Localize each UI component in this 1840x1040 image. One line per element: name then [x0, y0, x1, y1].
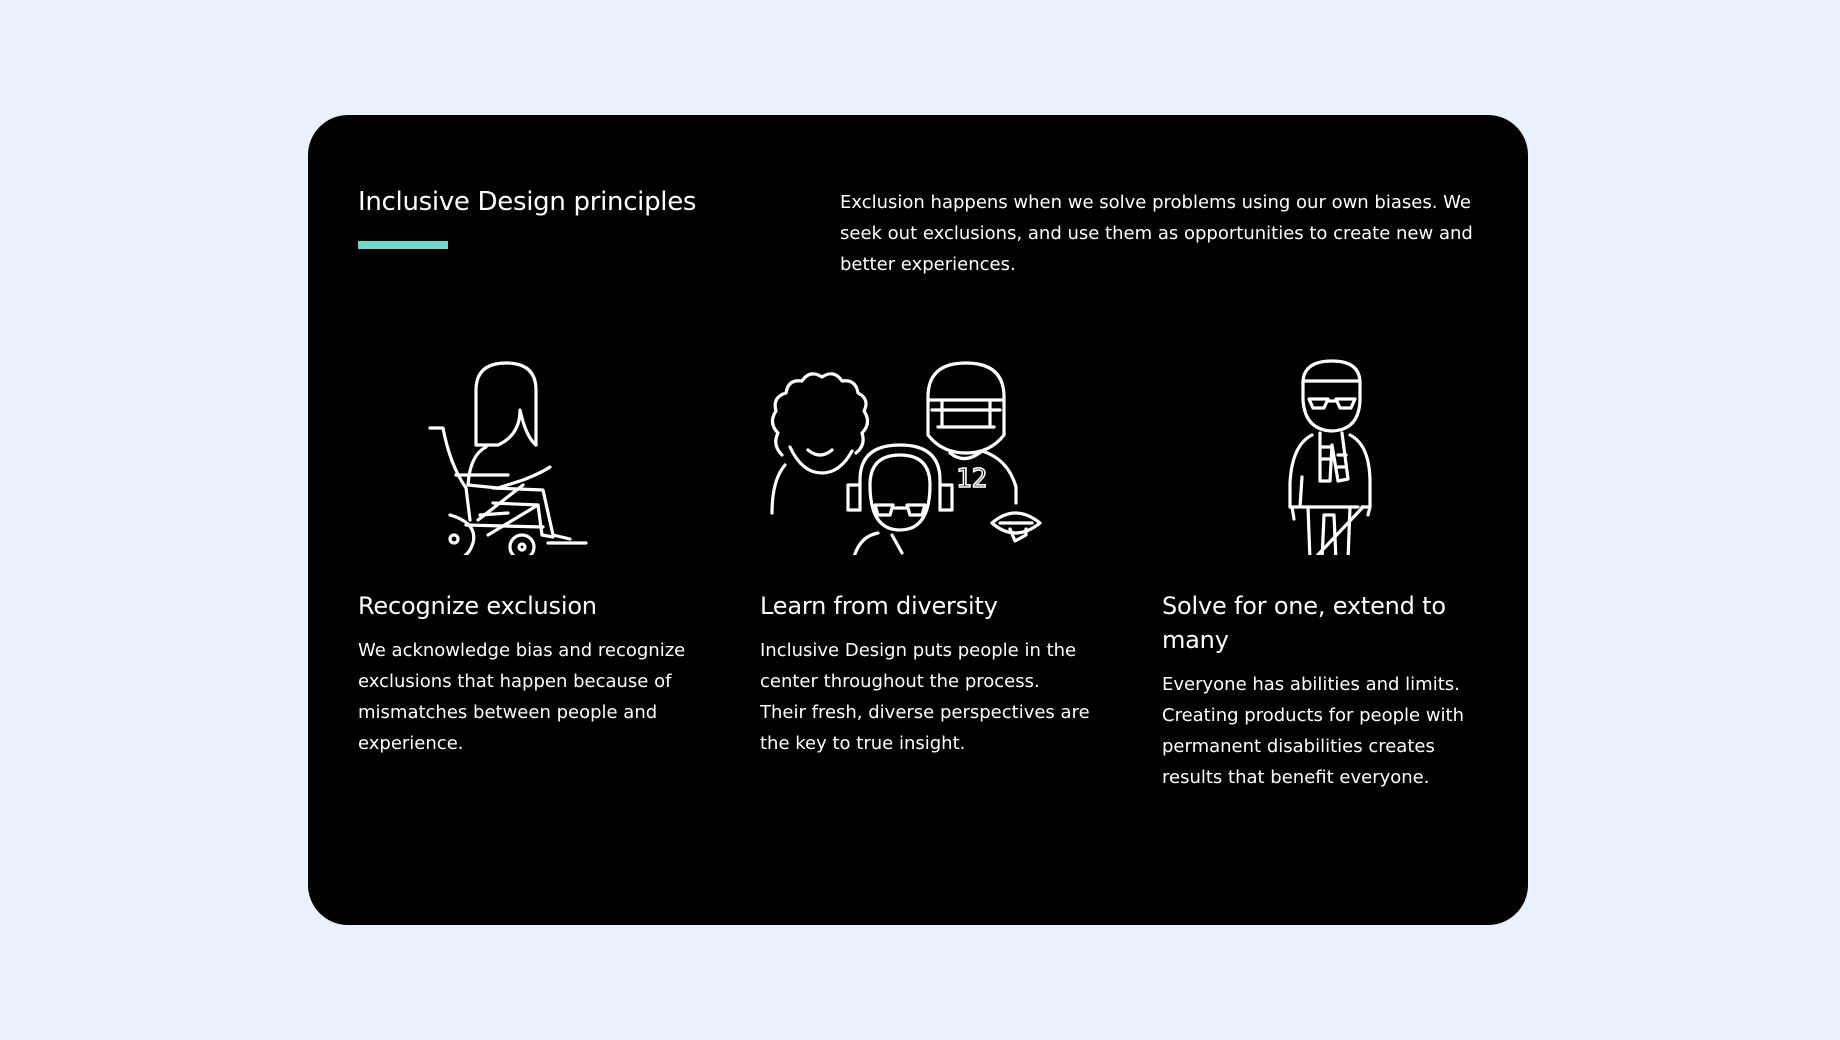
diverse-people-icon: [760, 355, 1090, 555]
principle-heading: Solve for one, extend to many: [1162, 592, 1446, 654]
principle-heading: Learn from diversity: [760, 592, 998, 620]
principle-heading: Recognize exclusion: [358, 592, 597, 620]
principles-card: [308, 115, 1528, 925]
wheelchair-user-icon: [358, 355, 688, 555]
principle-learn-from-diversity: [760, 355, 1090, 759]
person-with-cane-icon: [1162, 355, 1492, 555]
principle-recognize-exclusion: [358, 355, 688, 759]
jersey-number: 12: [956, 464, 988, 494]
principle-illustration: [1162, 355, 1492, 555]
intro-text: Exclusion happens when we solve problems using our own biases. We seek out exclusions, and use them as opportunities to create new and better experiences.: [840, 192, 1473, 275]
principle-body: Inclusive Design puts people in the center throughout the process. Their fresh, diverse perspectives are the key to true insight.: [760, 640, 1090, 754]
principle-body: We acknowledge bias and recognize exclusions that happen because of mismatches between people and experience.: [358, 640, 686, 754]
principle-illustration: [358, 355, 688, 555]
principle-illustration: [760, 355, 1090, 555]
title-accent-bar: [358, 241, 448, 249]
page-title: Inclusive Design principles: [358, 187, 697, 217]
principle-solve-for-one: [1162, 355, 1492, 793]
principle-body: Everyone has abilities and limits. Creating products for people with permanent disabilities creates results that benefit everyone.: [1162, 674, 1465, 788]
